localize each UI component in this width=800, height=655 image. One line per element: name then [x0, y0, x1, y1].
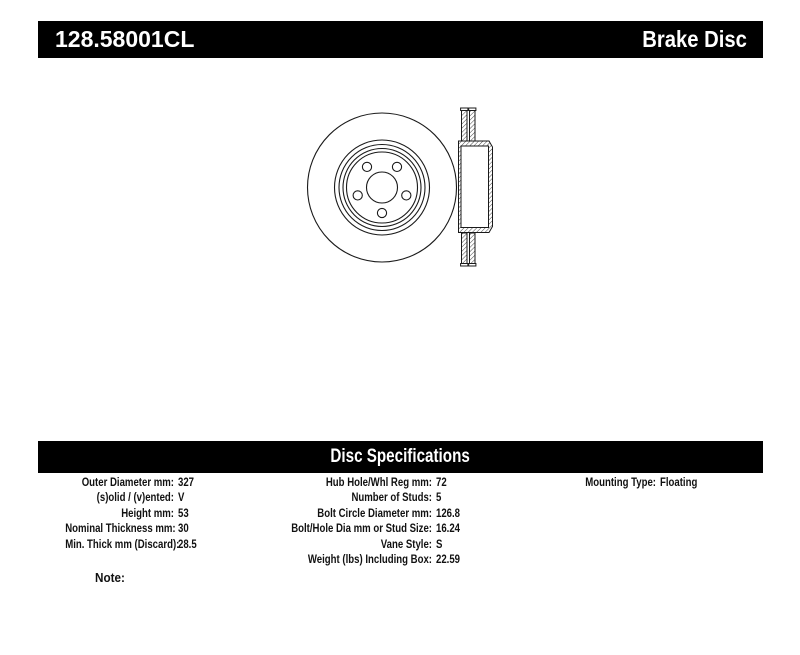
- spec-row: [246, 475, 466, 490]
- spec-row: [246, 537, 466, 552]
- spec-column-center: [246, 475, 466, 567]
- spec-value: 5: [436, 490, 442, 505]
- rotor-ring: [347, 152, 418, 223]
- brake-disc-cross-section-icon: [459, 108, 493, 266]
- spec-row: [38, 537, 201, 552]
- hat-section: [459, 141, 493, 233]
- spec-label: (s)olid / (v)ented:: [96, 490, 174, 505]
- rotor-ring: [335, 140, 430, 235]
- spec-label: Height mm:: [121, 505, 174, 520]
- spec-label: Outer Diameter mm:: [81, 475, 174, 489]
- spec-value: S: [436, 536, 443, 551]
- center-bore: [367, 172, 398, 203]
- spec-label: Weight (lbs) Including Box:: [307, 551, 432, 566]
- spec-section-bar: [38, 441, 763, 473]
- part-number: 128.58001CL: [55, 26, 195, 52]
- rotor-plate: [462, 233, 468, 264]
- rotor-plate: [469, 264, 476, 267]
- spec-section-title: Disc Specifications: [330, 446, 471, 467]
- spec-label: Bolt/Hole Dia mm or Stud Size:: [291, 521, 432, 536]
- rotor-plate: [462, 111, 468, 142]
- brake-disc-front-view-icon: [308, 113, 457, 262]
- spec-row: [246, 490, 466, 505]
- spec-label: Hub Hole/Whl Reg mm:: [325, 475, 432, 489]
- stud-hole: [353, 191, 362, 200]
- header-bar: [38, 21, 763, 58]
- hat-inner: [461, 146, 489, 228]
- stud-hole: [377, 208, 386, 217]
- spec-row: [246, 552, 466, 567]
- spec-row: [246, 506, 466, 521]
- spec-value: V: [178, 490, 185, 505]
- rotor-plate: [461, 264, 468, 267]
- spec-label: Nominal Thickness mm:: [65, 521, 176, 536]
- spec-column-right: [500, 475, 707, 490]
- spec-row: [38, 475, 201, 490]
- spec-value: 30: [178, 521, 189, 536]
- spec-row: [38, 521, 201, 536]
- spec-value: 53: [178, 505, 189, 520]
- spec-row: [38, 506, 201, 521]
- note-label: Note:: [95, 570, 125, 585]
- rotor-ring: [343, 149, 421, 227]
- spec-label: Mounting Type:: [585, 475, 656, 489]
- spec-value: 72: [436, 475, 447, 489]
- spec-label: Number of Studs:: [351, 490, 432, 505]
- rotor-outer-edge: [308, 113, 457, 262]
- rotor-plate: [470, 233, 476, 264]
- spec-value: 327: [178, 475, 195, 489]
- spec-value: Floating: [660, 475, 698, 489]
- spec-row: [500, 475, 707, 490]
- spec-label: Vane Style:: [380, 536, 432, 551]
- spec-value: 16.24: [436, 521, 461, 536]
- stud-hole: [392, 162, 401, 171]
- spec-row: [38, 490, 201, 505]
- rotor-plate: [470, 111, 476, 142]
- spec-value: 22.59: [436, 551, 461, 566]
- spec-value: 28.5: [178, 536, 197, 551]
- spec-label: Min. Thick mm (Discard):: [65, 536, 180, 551]
- stud-hole: [362, 162, 371, 171]
- spec-column-left: [38, 475, 201, 552]
- spec-label: Bolt Circle Diameter mm:: [317, 505, 432, 520]
- stud-hole: [402, 191, 411, 200]
- spec-value: 126.8: [436, 505, 461, 520]
- spec-row: [246, 521, 466, 536]
- product-title: Brake Disc: [642, 26, 747, 52]
